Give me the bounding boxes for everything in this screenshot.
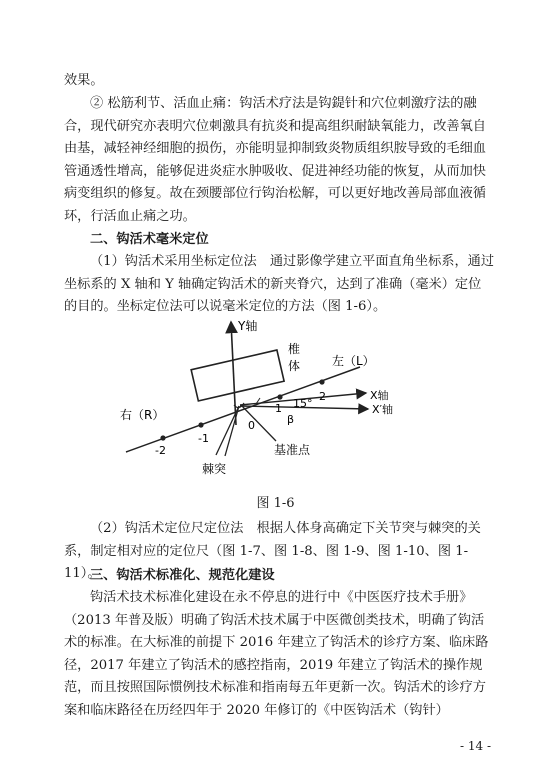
paragraph-effect: 效果。 xyxy=(64,73,104,88)
coordinate-diagram xyxy=(118,313,418,483)
figure-coordinate-diagram xyxy=(118,313,418,483)
figure-caption: 图 1-6 xyxy=(256,496,295,511)
label-x-prime-axis: X′轴 xyxy=(372,403,394,416)
label-vertebra-1: 椎 xyxy=(288,342,301,356)
paragraph-method-2: ② 松筋利节、活血止痛：钩活术疗法是钩鍉针和穴位刺激疗法的融合，现代研究亦表明穴位刺激具有抗炎和提高组织耐缺氧能力，改善氧自由基，减轻神经细胞的损伤，亦能明显抑制致炎物质组织胺导致的毛细血管通透性增高，能够促进炎症水肿吸收、促进神经功能的恢复，从而加快病变组织的修复。故在颈腰部位行钩治松解，可以更好地改善局部血液循环，行活血止痛之功。 xyxy=(64,96,486,224)
label-beta: β xyxy=(287,413,295,426)
paragraph-standardization: 钩活术技术标准化建设在永不停息的进行中《中医医疗技术手册》（2013 年普及版）明确了钩活术技术属于中医微创类技术，明确了钩活术的标准。在大标准的前提下 2016 年建立了钩活术的诊疗方案、临床路径，2017 年建立了钩活术的感控指南，2019 年建立了钩活术的操作规范，而且按照国际惯例技术标准和指南每五年更新一次。钩活术的诊疗方案和临床路径在历经四年于 2020 年修订的《中医钩活术（钩针） xyxy=(64,590,489,718)
label-x-axis: X轴 xyxy=(370,389,389,402)
label-y-axis: Y轴 xyxy=(238,319,258,333)
section-heading-2: 二、钩活术毫米定位 xyxy=(90,232,209,247)
paragraph-coordinate-method: （1）钩活术采用坐标定位法 通过影像学建立平面直角坐标系，通过坐标系的 X 轴和 Y 轴确定钩活术的新夹脊穴，达到了准确（毫米）定位的目的。坐标定位法可以说毫米定位的方法（图 1-6）。 xyxy=(64,254,495,315)
section-heading-3: 三、钩活术标准化、规范化建设 xyxy=(90,568,275,583)
page-number: - 14 - xyxy=(459,739,491,753)
label-origin: 0 xyxy=(248,419,255,432)
paragraph-ruler-method: （2）钩活术定位尺定位法 根据人体身高确定下关节突与棘突的关系，制定相对应的定位尺（图 1-7、图 1-8、图 1-9、图 1-10、图 1-11）。 xyxy=(64,521,481,582)
tick-point-neg2 xyxy=(160,435,165,440)
vertebra-body xyxy=(191,350,284,401)
label-reference: 基准点 xyxy=(274,443,311,457)
tick-point-2 xyxy=(319,379,324,384)
label-tick-2: 2 xyxy=(319,390,326,403)
label-tick-neg1: -1 xyxy=(198,432,209,445)
label-tick-neg2: -2 xyxy=(155,444,166,457)
label-angle: 15° xyxy=(293,397,313,410)
label-spinous: 棘突 xyxy=(202,462,227,476)
label-left: 左（L） xyxy=(332,354,375,368)
label-tick-1: 1 xyxy=(275,402,282,415)
tick-point-1 xyxy=(277,394,282,399)
tick-point-neg1 xyxy=(198,422,203,427)
y-axis-line xyxy=(231,322,236,425)
label-vertebra-2: 体 xyxy=(288,359,301,373)
label-right: 右（R） xyxy=(120,408,165,422)
